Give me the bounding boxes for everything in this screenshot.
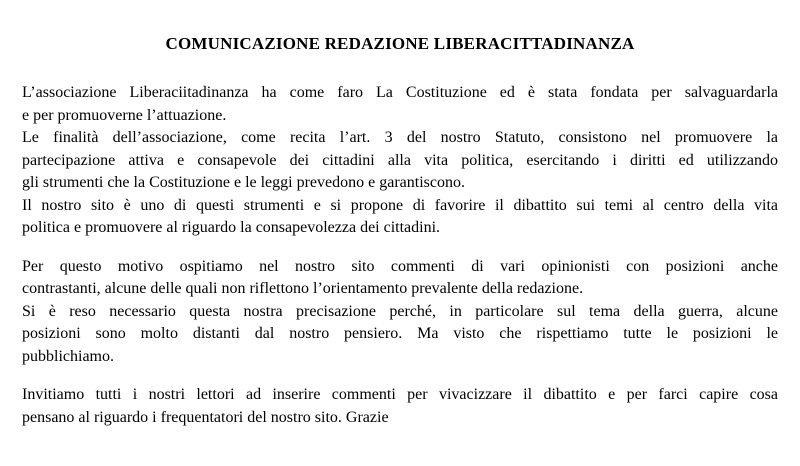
text-line: Le finalità dell’associazione, come recita l’art. 3 del nostro Statuto, consistono nel promuovere la — [22, 129, 778, 146]
text-line: posizioni sono molto distanti dal nostro pensiero. Ma visto che rispettiamo tutte le posizioni le — [22, 325, 778, 342]
text-line: Il nostro sito è uno di questi strumenti e si propone di favorire il dibattito sui temi al centro della vita — [22, 196, 778, 214]
paragraph-block-3 — [22, 384, 778, 429]
text-line: partecipazione attiva e consapevole dei cittadini alla vita politica, esercitando i diritti ed utilizzando — [22, 151, 778, 169]
text-line: gli strumenti che la Costituzione e le leggi prevedono e garantiscono. — [22, 174, 465, 191]
text-line: Per questo motivo ospitiamo nel nostro sito commenti di vari opinionisti con posizioni anche — [22, 257, 778, 275]
text-line: pubblichiamo. — [22, 347, 114, 365]
text-line: L’associazione Liberaciitadinanza ha come faro La Costituzione ed è stata fondata per salvaguardarla — [22, 84, 778, 101]
text-line: Si è reso necessario questa nostra precisazione perché, in particolare sul tema della guerra, alcune — [22, 302, 778, 320]
document-title: COMUNICAZIONE REDAZIONE LIBERACITTADINANZA — [165, 34, 635, 53]
paragraph-block-1 — [22, 82, 778, 240]
text-line: pensano al riguardo i frequentatori del nostro sito. Grazie — [22, 408, 389, 426]
text-line: e per promuoverne l’attuazione. — [22, 106, 227, 124]
paragraph-block-2 — [22, 256, 778, 369]
text-line: contrastanti, alcune delle quali non riflettono l’orientamento prevalente della redazione. — [22, 280, 584, 297]
text-line: politica e promuovere al riguardo la consapevolezza dei cittadini. — [22, 219, 441, 236]
text-line: Invitiamo tutti i nostri lettori ad inserire commenti per vivacizzare il dibattito e per farci capire cosa — [22, 386, 778, 403]
